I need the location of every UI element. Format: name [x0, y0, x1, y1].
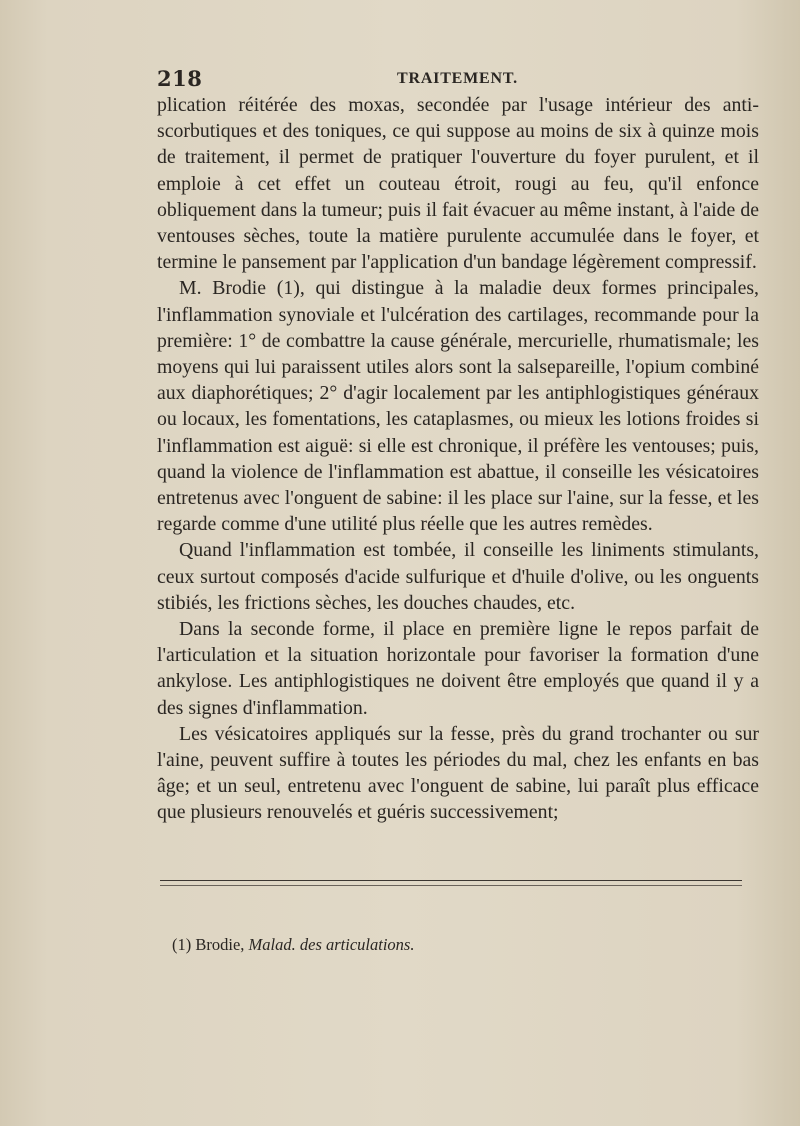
paragraph-2: M. Brodie (1), qui distingue à la maladie deux formes principales, l'inflammation synoviale et l'ulcération des cartilages, recommande pour la première: 1° de combattre la cause générale, mercurielle, rhumatismale; les moyens qui lui paraissent utiles alors sont la salsepareille, l'opium combiné aux diaphorétiques; 2° d'agir localement par les antiphlogistiques généraux ou locaux, les fomentations, les cataplasmes, ou mieux les lotions froides si l'inflammation est aiguë: si elle est chronique, il préfère les ventouses; puis, quand la violence de l'inflammation est abattue, il conseille les vésicatoires entretenus avec l'onguent de sabine: il les place sur l'aine, sur la fesse, et les regarde comme d'une utilité plus réelle que les autres remèdes.: [157, 277, 759, 536]
paragraph-3: Quand l'inflammation est tombée, il conseille les liniments stimulants, ceux surtout composés d'acide sulfurique et d'huile d'olive, ou les onguents stibiés, les frictions sèches, les douches chaudes, etc.: [157, 539, 759, 614]
paragraph-1: plication réitérée des moxas, secondée par l'usage intérieur des anti-scorbutiques et des toniques, ce qui suppose au moins de six à quinze mois de traitement, il permet de pratiquer l'ouverture du foyer purulent, et il emploie à cet effet un couteau étroit, rougi au feu, qu'il enfonce obliquement dans la tumeur; puis il fait évacuer au même instant, à l'aide de ventouses sèches, toute la matière purulente accumulée dans le foyer, et termine le pansement par l'application d'un bandage légèrement compressif.: [157, 94, 759, 274]
footnote: [172, 935, 752, 955]
footnote-divider: [160, 880, 742, 881]
page-number: 218: [157, 66, 203, 91]
footnote-marker: (1): [172, 935, 192, 954]
running-title: TRAITEMENT.: [397, 70, 518, 87]
paragraph-5: Les vésicatoires appliqués sur la fesse, près du grand trochanter ou sur l'aine, peuvent suffire à toutes les périodes du mal, chez les enfants en bas âge; et un seul, entretenu avec l'onguent de sabine, lui paraît plus efficace que plusieurs renouvelés et guéris successivement;: [157, 722, 759, 824]
paragraph-4: Dans la seconde forme, il place en première ligne le repos parfait de l'articulation et la situation horizontale pour favoriser la formation d'une ankylose. Les antiphlogistiques ne doivent être employés que quand il y a des signes d'inflammation.: [157, 618, 759, 719]
body-text: [157, 92, 759, 826]
footnote-divider-thin: [160, 885, 742, 886]
footnote-author: Brodie,: [195, 935, 245, 954]
page-header: [157, 60, 757, 90]
footnote-title: Malad. des articulations.: [248, 935, 415, 954]
